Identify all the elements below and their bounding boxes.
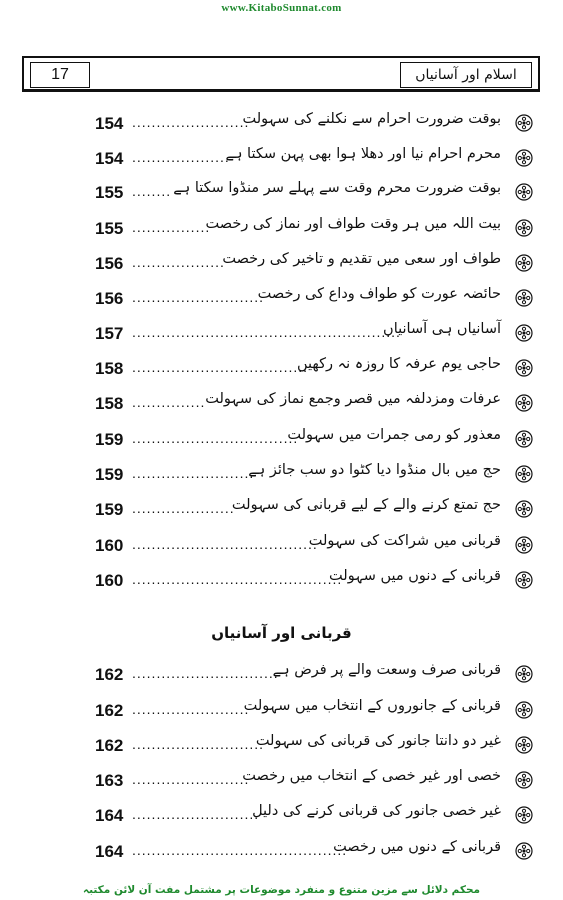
flower-bullet-icon	[515, 736, 533, 754]
toc-entry-title: بوقت ضرورت محرم وقت سے پہلے سر منڈوا سکتا ہے	[173, 180, 501, 196]
toc-page-number: 160	[95, 571, 124, 590]
site-url[interactable]: www.KitaboSunnat.com	[221, 2, 342, 14]
book-title: اسلام اور آسانیاں	[400, 62, 532, 88]
toc-entry-title: غیر خصی جانور کی قربانی کرنے کی دلیل	[252, 803, 501, 819]
leader-dots: .........................	[132, 465, 255, 481]
toc-entry-title: حائضہ عورت کو طواف وداع کی رخصت	[257, 286, 501, 302]
toc-page-number: 154	[95, 114, 124, 133]
leader-dots: .....................	[132, 500, 235, 516]
leader-dots: ....................................	[132, 359, 309, 375]
leader-dots: ...................	[132, 254, 225, 270]
toc-entry	[0, 108, 563, 142]
flower-bullet-icon	[515, 114, 533, 132]
page-header	[22, 56, 540, 92]
flower-bullet-icon	[515, 571, 533, 589]
toc-page-number: 158	[95, 359, 124, 378]
toc-page-number: 156	[95, 289, 124, 308]
toc-page-number: 164	[95, 806, 124, 825]
leader-dots: .......................................................	[132, 324, 401, 340]
flower-bullet-icon	[515, 324, 533, 342]
toc-page-number: 159	[95, 465, 124, 484]
leader-dots: ................	[132, 219, 211, 235]
toc-entry	[0, 765, 563, 799]
flower-bullet-icon	[515, 665, 533, 683]
leader-dots: ........................	[132, 701, 250, 717]
flower-bullet-icon	[515, 183, 533, 201]
toc-entry	[0, 318, 563, 352]
toc-page-number: 158	[95, 394, 124, 413]
toc-page-number: 159	[95, 430, 124, 449]
toc-entry-title: قربانی میں شراکت کی سہولت	[308, 533, 501, 549]
toc-entry-title: آسانیاں ہی آسانیاں	[383, 321, 501, 337]
flower-bullet-icon	[515, 254, 533, 272]
leader-dots: ........................	[132, 114, 250, 130]
toc-entry-title: قربانی کے دنوں میں رخصت	[333, 839, 501, 855]
toc-entry	[0, 424, 563, 458]
toc-entry-title: قربانی صرف وسعت والے پر فرض ہے	[272, 662, 501, 678]
leader-dots: ........................	[132, 771, 250, 787]
flower-bullet-icon	[515, 701, 533, 719]
flower-bullet-icon	[515, 430, 533, 448]
footer-text: محکم دلائل سے مزین متنوع و منفرد موضوعات پر مشتمل مفت آن لائن مکتبہ	[82, 884, 481, 896]
leader-dots: ...........................................	[132, 571, 343, 587]
toc-entry	[0, 353, 563, 387]
toc-entry-title: حج میں بال منڈوا دیا کٹوا دو سب جائز ہے	[248, 462, 501, 478]
flower-bullet-icon	[515, 149, 533, 167]
toc-entry-title: قربانی کے دنوں میں سہولت	[329, 568, 501, 584]
toc-page-number: 159	[95, 500, 124, 519]
toc-entry	[0, 659, 563, 693]
toc-entry	[0, 213, 563, 247]
toc-entry-title: معذور کو رمی جمرات میں سہولت	[287, 427, 501, 443]
toc-entry-title: محرم احرام نیا اور دھلا ہوا بھی پہن سکتا ہے	[225, 146, 501, 162]
toc-page-number: 163	[95, 771, 124, 790]
flower-bullet-icon	[515, 219, 533, 237]
toc-entry	[0, 800, 563, 834]
toc-entry	[0, 565, 563, 599]
toc-entry-title: حج تمتع کرنے والے کے لیے قربانی کی سہولت	[231, 497, 501, 513]
toc-entry-title: قربانی کے جانوروں کے انتخاب میں سہولت	[243, 698, 501, 714]
toc-page-number: 164	[95, 842, 124, 861]
toc-entry-title: عرفات ومزدلفہ میں قصر وجمع نماز کی سہولت	[205, 391, 501, 407]
toc-page-number: 155	[95, 219, 124, 238]
toc-entry-title: غیر دو دانتا جانور کی قربانی کی سہولت	[255, 733, 501, 749]
flower-bullet-icon	[515, 500, 533, 518]
toc-entry	[0, 388, 563, 422]
toc-page-number: 160	[95, 536, 124, 555]
toc-entry	[0, 143, 563, 177]
toc-page-number: 162	[95, 665, 124, 684]
leader-dots: ...............	[132, 394, 206, 410]
leader-dots: ..........................	[132, 806, 260, 822]
toc-entry-title: بیت اللہ میں ہر وقت طواف اور نماز کی رخصت	[205, 216, 501, 232]
toc-page-number: 156	[95, 254, 124, 273]
toc-entry-title: حاجی یوم عرفہ کا روزہ نہ رکھیں	[296, 356, 501, 372]
leader-dots: ....................	[132, 149, 230, 165]
flower-bullet-icon	[515, 771, 533, 789]
toc-entry	[0, 695, 563, 729]
toc-entry-title: طواف اور سعی میں تقدیم و تاخیر کی رخصت	[222, 251, 501, 267]
section-heading: قربانی اور آسانیاں	[211, 624, 352, 642]
flower-bullet-icon	[515, 465, 533, 483]
flower-bullet-icon	[515, 359, 533, 377]
toc-entry-title: خصی اور غیر خصی کے انتخاب میں رخصت	[242, 768, 501, 784]
toc-entry	[0, 836, 563, 870]
flower-bullet-icon	[515, 842, 533, 860]
toc-page-number: 157	[95, 324, 124, 343]
toc-entry	[0, 730, 563, 764]
leader-dots: ...........................	[132, 289, 265, 305]
flower-bullet-icon	[515, 806, 533, 824]
flower-bullet-icon	[515, 394, 533, 412]
leader-dots: ......................................	[132, 536, 318, 552]
flower-bullet-icon	[515, 536, 533, 554]
flower-bullet-icon	[515, 289, 533, 307]
toc-entry	[0, 459, 563, 493]
toc-page-number: 162	[95, 736, 124, 755]
toc-page-number: 155	[95, 183, 124, 202]
leader-dots: ............................................	[132, 842, 348, 858]
toc-entry	[0, 283, 563, 317]
toc-entry	[0, 248, 563, 282]
toc-entry	[0, 494, 563, 528]
leader-dots: ...........................	[132, 736, 265, 752]
toc-page-number: 154	[95, 149, 124, 168]
toc-entry	[0, 530, 563, 564]
page-number: 17	[30, 62, 90, 88]
leader-dots: ..............................	[132, 665, 279, 681]
toc-entry-title: بوقت ضرورت احرام سے نکلنے کی سہولت	[242, 111, 501, 127]
toc-entry	[0, 177, 563, 211]
leader-dots: ........	[132, 183, 172, 199]
toc-page-number: 162	[95, 701, 124, 720]
leader-dots: ..................................	[132, 430, 299, 446]
